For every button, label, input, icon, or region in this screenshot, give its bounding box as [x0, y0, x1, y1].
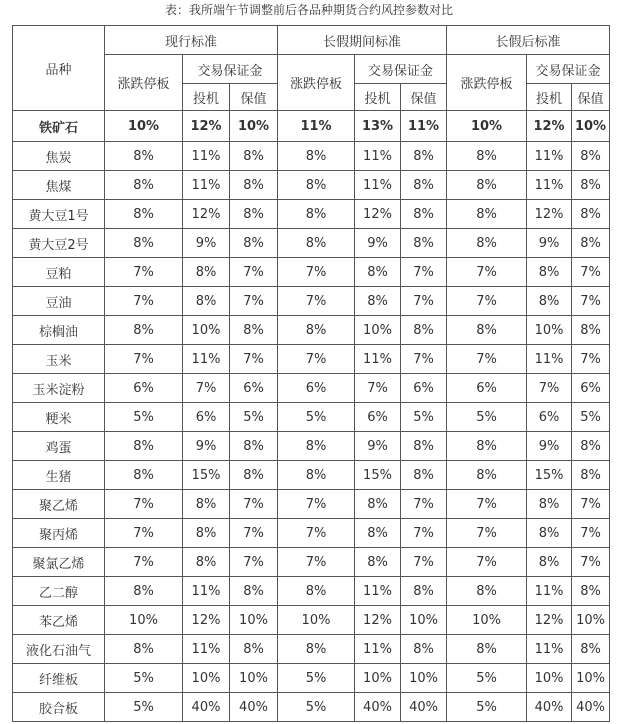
- header-hedge: 保值: [401, 84, 447, 111]
- value-cell: 7%: [278, 548, 355, 577]
- value-cell: 10%: [183, 316, 230, 345]
- value-cell: 7%: [447, 258, 527, 287]
- table-body: [13, 26, 610, 722]
- value-cell: 8%: [401, 142, 447, 171]
- value-cell: 6%: [572, 374, 610, 403]
- value-cell: 40%: [230, 693, 278, 722]
- value-cell: 11%: [355, 635, 401, 664]
- value-cell: 7%: [401, 490, 447, 519]
- value-cell: 8%: [572, 635, 610, 664]
- value-cell: 5%: [105, 403, 183, 432]
- header-product: 品种: [13, 26, 105, 111]
- value-cell: 9%: [183, 432, 230, 461]
- value-cell: 11%: [355, 577, 401, 606]
- value-cell: 5%: [278, 693, 355, 722]
- header-group-current: 现行标准: [105, 26, 278, 55]
- value-cell: 7%: [401, 287, 447, 316]
- value-cell: 6%: [230, 374, 278, 403]
- value-cell: 12%: [355, 200, 401, 229]
- table-row: [13, 432, 610, 461]
- value-cell: 7%: [105, 548, 183, 577]
- product-name-cell: 棕榈油: [13, 316, 105, 345]
- value-cell: 40%: [527, 693, 572, 722]
- value-cell: 8%: [447, 171, 527, 200]
- value-cell: 7%: [447, 490, 527, 519]
- value-cell: 5%: [105, 693, 183, 722]
- value-cell: 11%: [183, 635, 230, 664]
- value-cell: 8%: [278, 577, 355, 606]
- value-cell: 40%: [572, 693, 610, 722]
- table-row: [13, 606, 610, 635]
- value-cell: 7%: [447, 548, 527, 577]
- value-cell: 7%: [447, 519, 527, 548]
- value-cell: 10%: [278, 606, 355, 635]
- product-name-cell: 胶合板: [13, 693, 105, 722]
- value-cell: 8%: [230, 316, 278, 345]
- header-limit: 涨跌停板: [447, 55, 527, 111]
- value-cell: 8%: [572, 316, 610, 345]
- value-cell: 8%: [572, 200, 610, 229]
- value-cell: 11%: [527, 171, 572, 200]
- value-cell: 6%: [183, 403, 230, 432]
- value-cell: 10%: [230, 606, 278, 635]
- value-cell: 10%: [572, 606, 610, 635]
- value-cell: 10%: [401, 664, 447, 693]
- value-cell: 7%: [230, 287, 278, 316]
- product-name-cell: 焦煤: [13, 171, 105, 200]
- value-cell: 7%: [278, 345, 355, 374]
- value-cell: 8%: [447, 229, 527, 258]
- product-name-cell: 聚丙烯: [13, 519, 105, 548]
- table-row: [13, 461, 610, 490]
- value-cell: 10%: [572, 664, 610, 693]
- table-row: [13, 287, 610, 316]
- value-cell: 11%: [401, 111, 447, 142]
- header-hedge: 保值: [230, 84, 278, 111]
- value-cell: 6%: [401, 374, 447, 403]
- value-cell: 40%: [355, 693, 401, 722]
- value-cell: 12%: [527, 606, 572, 635]
- value-cell: 10%: [355, 664, 401, 693]
- table-caption: 表：我所端午节调整前后各品种期货合约风控参数对比: [164, 3, 453, 17]
- value-cell: 15%: [183, 461, 230, 490]
- header-row-groups: [13, 26, 610, 55]
- value-cell: 12%: [183, 606, 230, 635]
- value-cell: 8%: [447, 577, 527, 606]
- value-cell: 10%: [230, 664, 278, 693]
- table-row: [13, 142, 610, 171]
- product-name-cell: 豆油: [13, 287, 105, 316]
- header-spec: 投机: [527, 84, 572, 111]
- value-cell: 7%: [278, 258, 355, 287]
- value-cell: 12%: [527, 111, 572, 142]
- table-row: [13, 258, 610, 287]
- value-cell: 12%: [527, 200, 572, 229]
- value-cell: 10%: [105, 111, 183, 142]
- value-cell: 5%: [572, 403, 610, 432]
- value-cell: 6%: [527, 403, 572, 432]
- table-row: [13, 548, 610, 577]
- value-cell: 13%: [355, 111, 401, 142]
- table-row: [13, 519, 610, 548]
- product-name-cell: 豆粕: [13, 258, 105, 287]
- value-cell: 8%: [278, 316, 355, 345]
- value-cell: 15%: [527, 461, 572, 490]
- product-name-cell: 铁矿石: [13, 111, 105, 142]
- value-cell: 8%: [572, 432, 610, 461]
- value-cell: 7%: [230, 258, 278, 287]
- value-cell: 7%: [105, 345, 183, 374]
- value-cell: 8%: [527, 519, 572, 548]
- value-cell: 11%: [527, 577, 572, 606]
- value-cell: 8%: [183, 548, 230, 577]
- product-name-cell: 黄大豆2号: [13, 229, 105, 258]
- value-cell: 7%: [527, 374, 572, 403]
- value-cell: 8%: [355, 548, 401, 577]
- value-cell: 8%: [527, 490, 572, 519]
- table-row: [13, 693, 610, 722]
- value-cell: 11%: [527, 142, 572, 171]
- value-cell: 8%: [447, 635, 527, 664]
- value-cell: 9%: [355, 229, 401, 258]
- value-cell: 8%: [401, 432, 447, 461]
- value-cell: 5%: [447, 693, 527, 722]
- value-cell: 7%: [401, 258, 447, 287]
- value-cell: 8%: [230, 461, 278, 490]
- value-cell: 7%: [447, 287, 527, 316]
- value-cell: 6%: [105, 374, 183, 403]
- value-cell: 7%: [355, 374, 401, 403]
- value-cell: 10%: [355, 316, 401, 345]
- value-cell: 11%: [527, 345, 572, 374]
- value-cell: 8%: [278, 142, 355, 171]
- value-cell: 7%: [447, 345, 527, 374]
- value-cell: 8%: [278, 461, 355, 490]
- value-cell: 10%: [527, 316, 572, 345]
- product-name-cell: 纤维板: [13, 664, 105, 693]
- table-row: [13, 171, 610, 200]
- product-name-cell: 乙二醇: [13, 577, 105, 606]
- product-name-cell: 聚乙烯: [13, 490, 105, 519]
- header-hedge: 保值: [572, 84, 610, 111]
- value-cell: 7%: [401, 345, 447, 374]
- value-cell: 6%: [447, 374, 527, 403]
- value-cell: 9%: [355, 432, 401, 461]
- value-cell: 8%: [447, 316, 527, 345]
- header-spec: 投机: [355, 84, 401, 111]
- value-cell: 8%: [105, 432, 183, 461]
- value-cell: 8%: [572, 171, 610, 200]
- value-cell: 8%: [230, 635, 278, 664]
- product-name-cell: 液化石油气: [13, 635, 105, 664]
- header-spec: 投机: [183, 84, 230, 111]
- value-cell: 8%: [401, 577, 447, 606]
- value-cell: 10%: [105, 606, 183, 635]
- value-cell: 11%: [278, 111, 355, 142]
- value-cell: 8%: [105, 171, 183, 200]
- value-cell: 8%: [401, 461, 447, 490]
- value-cell: 7%: [278, 287, 355, 316]
- value-cell: 8%: [278, 171, 355, 200]
- product-name-cell: 玉米淀粉: [13, 374, 105, 403]
- value-cell: 11%: [183, 345, 230, 374]
- value-cell: 6%: [278, 374, 355, 403]
- value-cell: 8%: [572, 229, 610, 258]
- value-cell: 7%: [401, 519, 447, 548]
- value-cell: 5%: [278, 403, 355, 432]
- table-row: [13, 229, 610, 258]
- value-cell: 8%: [105, 142, 183, 171]
- header-margin: 交易保证金: [527, 55, 610, 84]
- value-cell: 10%: [527, 664, 572, 693]
- product-name-cell: 焦炭: [13, 142, 105, 171]
- value-cell: 9%: [527, 229, 572, 258]
- value-cell: 7%: [572, 287, 610, 316]
- value-cell: 10%: [447, 111, 527, 142]
- value-cell: 5%: [230, 403, 278, 432]
- value-cell: 11%: [355, 171, 401, 200]
- product-name-cell: 生猪: [13, 461, 105, 490]
- table-row: [13, 403, 610, 432]
- value-cell: 7%: [230, 345, 278, 374]
- product-name-cell: 黄大豆1号: [13, 200, 105, 229]
- table-row: [13, 200, 610, 229]
- value-cell: 12%: [355, 606, 401, 635]
- value-cell: 8%: [527, 287, 572, 316]
- header-margin: 交易保证金: [355, 55, 447, 84]
- product-name-cell: 玉米: [13, 345, 105, 374]
- value-cell: 8%: [572, 577, 610, 606]
- value-cell: 8%: [401, 316, 447, 345]
- value-cell: 7%: [230, 548, 278, 577]
- table-row: [13, 577, 610, 606]
- value-cell: 7%: [572, 345, 610, 374]
- header-margin: 交易保证金: [183, 55, 278, 84]
- header-limit: 涨跌停板: [105, 55, 183, 111]
- value-cell: 8%: [355, 287, 401, 316]
- value-cell: 9%: [183, 229, 230, 258]
- value-cell: 40%: [183, 693, 230, 722]
- value-cell: 8%: [105, 316, 183, 345]
- value-cell: 8%: [355, 490, 401, 519]
- value-cell: 12%: [183, 200, 230, 229]
- table-row: [13, 345, 610, 374]
- value-cell: 15%: [355, 461, 401, 490]
- value-cell: 8%: [183, 258, 230, 287]
- value-cell: 8%: [230, 229, 278, 258]
- value-cell: 8%: [183, 490, 230, 519]
- value-cell: 5%: [105, 664, 183, 693]
- table-row: [13, 664, 610, 693]
- value-cell: 11%: [527, 635, 572, 664]
- value-cell: 8%: [447, 142, 527, 171]
- value-cell: 7%: [230, 519, 278, 548]
- header-group-holiday: 长假期间标准: [278, 26, 447, 55]
- value-cell: 8%: [105, 229, 183, 258]
- value-cell: 8%: [230, 142, 278, 171]
- value-cell: 8%: [278, 432, 355, 461]
- value-cell: 8%: [278, 229, 355, 258]
- value-cell: 9%: [527, 432, 572, 461]
- value-cell: 8%: [105, 635, 183, 664]
- value-cell: 7%: [572, 490, 610, 519]
- value-cell: 8%: [105, 200, 183, 229]
- value-cell: 8%: [447, 200, 527, 229]
- product-name-cell: 粳米: [13, 403, 105, 432]
- value-cell: 8%: [278, 635, 355, 664]
- value-cell: 11%: [183, 142, 230, 171]
- value-cell: 8%: [105, 577, 183, 606]
- value-cell: 5%: [447, 664, 527, 693]
- value-cell: 5%: [278, 664, 355, 693]
- value-cell: 11%: [355, 142, 401, 171]
- value-cell: 7%: [105, 287, 183, 316]
- value-cell: 7%: [401, 548, 447, 577]
- value-cell: 8%: [527, 258, 572, 287]
- value-cell: 10%: [183, 664, 230, 693]
- value-cell: 7%: [278, 519, 355, 548]
- value-cell: 8%: [572, 142, 610, 171]
- value-cell: 8%: [230, 577, 278, 606]
- value-cell: 7%: [230, 490, 278, 519]
- table-row: [13, 374, 610, 403]
- value-cell: 8%: [401, 200, 447, 229]
- value-cell: 8%: [401, 229, 447, 258]
- product-name-cell: 鸡蛋: [13, 432, 105, 461]
- product-name-cell: 苯乙烯: [13, 606, 105, 635]
- value-cell: 8%: [183, 287, 230, 316]
- value-cell: 8%: [447, 432, 527, 461]
- value-cell: 10%: [572, 111, 610, 142]
- value-cell: 10%: [447, 606, 527, 635]
- value-cell: 7%: [105, 519, 183, 548]
- value-cell: 8%: [527, 548, 572, 577]
- value-cell: 8%: [105, 461, 183, 490]
- value-cell: 7%: [278, 490, 355, 519]
- value-cell: 10%: [230, 111, 278, 142]
- value-cell: 12%: [183, 111, 230, 142]
- value-cell: 8%: [355, 519, 401, 548]
- value-cell: 5%: [447, 403, 527, 432]
- value-cell: 7%: [572, 258, 610, 287]
- value-cell: 6%: [355, 403, 401, 432]
- value-cell: 7%: [572, 519, 610, 548]
- value-cell: 8%: [572, 461, 610, 490]
- value-cell: 11%: [355, 345, 401, 374]
- value-cell: 8%: [401, 635, 447, 664]
- value-cell: 7%: [183, 374, 230, 403]
- table-row: [13, 635, 610, 664]
- product-name-cell: 聚氯乙烯: [13, 548, 105, 577]
- value-cell: 8%: [230, 200, 278, 229]
- value-cell: 40%: [401, 693, 447, 722]
- value-cell: 5%: [401, 403, 447, 432]
- table-row: [13, 111, 610, 142]
- value-cell: 7%: [572, 548, 610, 577]
- value-cell: 11%: [183, 577, 230, 606]
- value-cell: 7%: [105, 490, 183, 519]
- value-cell: 8%: [230, 432, 278, 461]
- value-cell: 8%: [230, 171, 278, 200]
- value-cell: 11%: [183, 171, 230, 200]
- risk-params-table: [12, 25, 610, 722]
- value-cell: 8%: [183, 519, 230, 548]
- table-row: [13, 490, 610, 519]
- value-cell: 8%: [401, 171, 447, 200]
- header-group-after: 长假后标准: [447, 26, 610, 55]
- table-row: [13, 316, 610, 345]
- value-cell: 7%: [105, 258, 183, 287]
- value-cell: 8%: [278, 200, 355, 229]
- value-cell: 8%: [447, 461, 527, 490]
- value-cell: 8%: [355, 258, 401, 287]
- value-cell: 10%: [401, 606, 447, 635]
- header-limit: 涨跌停板: [278, 55, 355, 111]
